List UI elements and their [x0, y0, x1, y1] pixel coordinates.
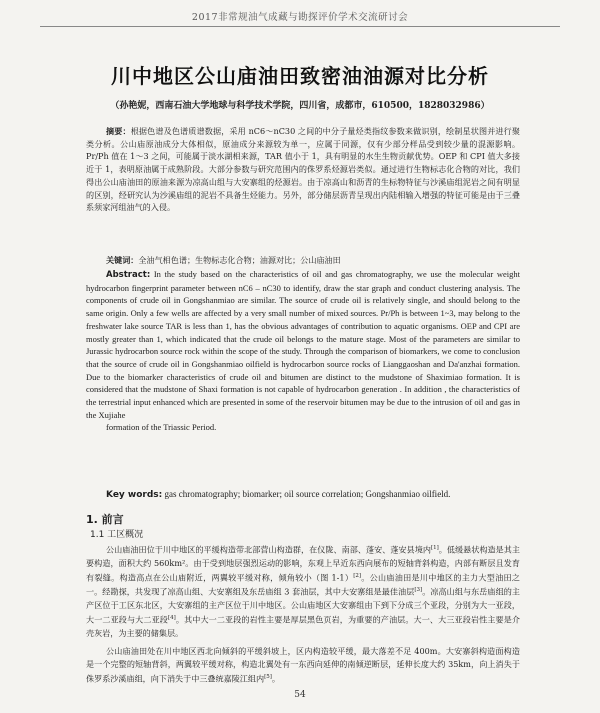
page-number: 54	[294, 690, 306, 700]
citation-ref: [4]	[167, 615, 176, 622]
english-abstract	[86, 268, 520, 434]
english-keywords	[86, 488, 520, 502]
english-abstract-continuation: formation of the Triassic Period.	[106, 422, 217, 433]
chinese-abstract-text: 根据色谱及色谱质谱数据，采用 nC6～nC30 之间的中分子量烃类指纹参数来做识别，绘制星状图并进行聚类分析。公山庙原油成分大体相似，原油成分来源较为单一，应属于同源，仅有少部分样品受到较少量的混源影响。Pr/Ph 值在 1～3 之间，可能属于淡水湖相来源，TAR 值小于 1，具有明显的水生生物贡献优势。OEP 和 CPI 值大多接近于 1，表明原油属于成熟阶段。大部分参数与研究范围内的侏罗系烃源岩类似。通过进行生物标志化合物的对比，我们得出公山庙油田的原油来源为凉高山组与大安寨组的烃源岩。由于凉高山和沥青的生标物特征与沙溪庙组泥岩之间有明显的区别，经研究认为沙溪庙组的泥岩不具备生烃能力。另外，部分储层沥青呈现出内陆相输入增强的特征可能是由于三叠系须家河组油气的入侵。	[86, 126, 520, 213]
english-keywords-label: Key words:	[106, 490, 163, 500]
body-paragraph-2: 公山庙油田处在川中地区西北向倾斜的平缓斜坡上，区内构造较平缓，最大落差不足 400m。大安寨斜构造面构造是一个完整的短轴背斜，两翼较平缓对称，构造北翼处有一东西向延伸的南倾逆断层，延伸长度大约 35km，向上消失于侏罗系沙溪庙组，向下消失于中三叠统嘉陵江组内[5]。	[86, 646, 520, 684]
english-abstract-text: In the study based on the characteristics of oil and gas chromatography, we use the molecular weight hydrocarbon fingerprint parameter between nC6 – nC30 to identify, draw the star graph and conduct clustering analysis. The components of crude oil in Gongshanmiao are similar. The source of crude oil is relatively single, and should belong to the same origin. Only a few wells are affected by a very small number of mixed sources. Pr/Ph is between 1~3, may belong to the freshwater lake source TAR is less than 1, has the obvious advantages of contribution to aquatic organisms. OEP and CPI are mostly greater than 1, which indicated that the crude oil belongs to the mature stage. Most of the parameters are similar to Jurassic hydrocarbon source rock within the scope of the study. Through the comparison of biomarkers, we come to conclusion that the source of crude oil in Gongshanmiao oilfield is hydrocarbon source rocks of Lianggaoshan and Da'anzhai formation. Due to the biomarker characteristics of crude oil and bitumen are distinct to the mudstone of Shaximiao formation. It is considered that the mudstone of Shaxi formation is not capable of hydrocarbon generation . In addition , the characteristics of the terrestrial input enhanced which are presented in some of the reservoir bitumen may be due to the intrusion of oil and gas in the Xujiahe	[86, 269, 520, 420]
chinese-keywords-label: 关键词：	[106, 255, 139, 265]
chinese-abstract	[86, 125, 520, 214]
citation-ref: [5]	[264, 674, 272, 680]
chinese-keywords	[86, 254, 520, 267]
english-keywords-text: gas chromatography; biomarker; oil source correlation; Gongshanmiao oilfield.	[164, 489, 451, 499]
subsection-heading-overview: 1.1 工区概况	[90, 530, 144, 540]
body-paragraph-1: 公山庙油田位于川中地区的平缓构造带北部营山构造群，在仪陇、南部、蓬安、蓬安县境内[1]。低缓悬状构造是其主要构造，面积大约 560km²。由于受到地层强烈运动的影响，东观上早近东西向展布的短轴背斜构造，内部有断层且发育有裂缝。构造高点在公山庙附近，两翼较平缓对称，倾角较小（图 1-1）[2]。公山庙油田是川中地区的主力大型油田之一。经勘探，共发现了凉高山组、大安寨组及东岳庙组 3 套油层，其中大安寨组是最佳油层[3]。凉高山组与东岳庙组的主产区位于工区东北区，大安寨组的主产区位于川中地区。公山庙地区大安寨组由下到下分成三个亚段，分别为大一亚段，大一二亚段与大二亚段[4]。其中大一二亚段的岩性主要是厚层黑色页岩，为重要的产油层。大一、大三亚段岩性主要是介壳灰岩，为主要的储集层。	[86, 544, 520, 638]
author-line: （孙艳妮，西南石油大学地球与科学技术学院，四川省，成都市，610500，1828032986）	[110, 101, 490, 111]
paper-title: 川中地区公山庙油田致密油油源对比分析	[111, 64, 489, 88]
header-rule	[40, 26, 560, 27]
section-heading-introduction: 1. 前言	[86, 513, 124, 526]
chinese-keywords-text: 全油气相色谱；生物标志化合物；油源对比；公山庙油田	[138, 255, 341, 265]
citation-ref: [1]	[430, 545, 439, 551]
citation-ref: [2]	[353, 572, 361, 579]
running-head: 2017非常规油气成藏与勘探评价学术交流研讨会	[191, 12, 409, 23]
english-abstract-label: Abstract:	[106, 270, 151, 280]
chinese-abstract-label: 摘要：	[106, 126, 131, 136]
citation-ref: [3]	[414, 587, 423, 594]
